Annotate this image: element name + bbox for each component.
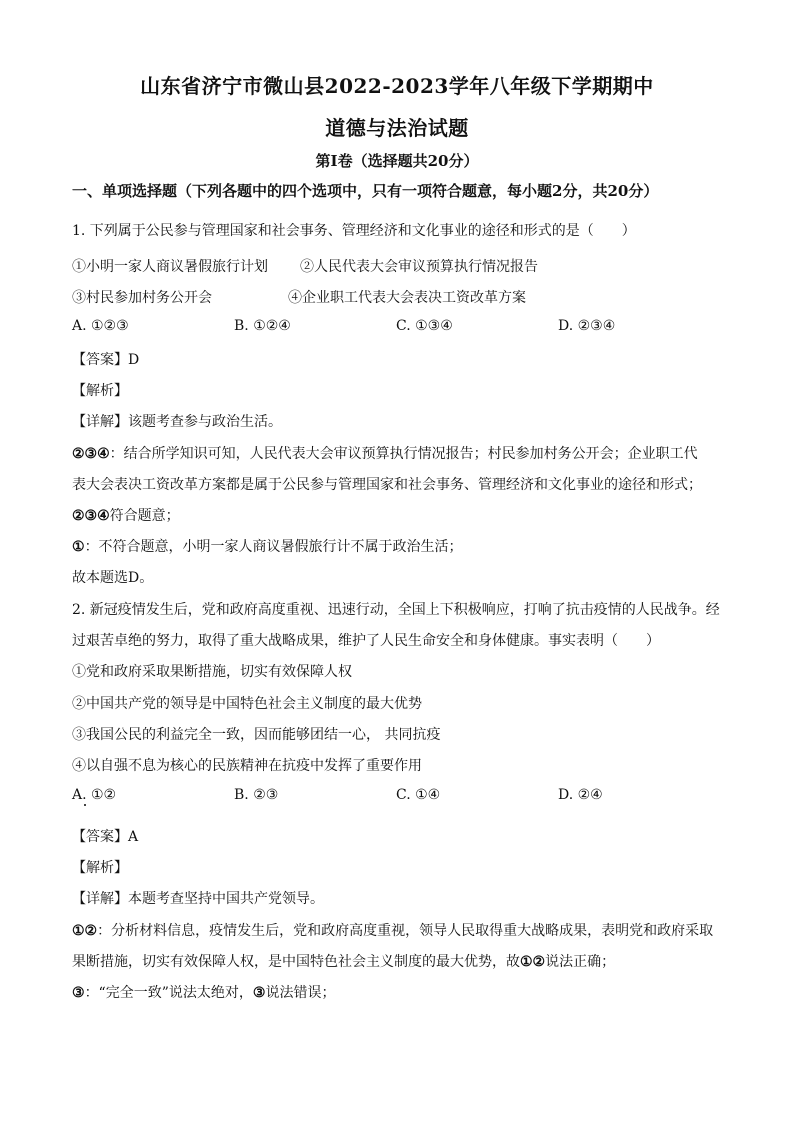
q1-item-4: ④企业职工代表大会表决工资改革方案 <box>288 290 526 306</box>
q1-exp2-text: 符合题意； <box>109 508 180 524</box>
q1-stem: 1. 下列属于公民参与管理国家和社会事务、管理经济和文化事业的途径和形式的是（ ） <box>72 223 636 239</box>
q2-item-1: ①党和政府采取果断措施，切实有效保障人权 <box>72 664 352 680</box>
exam-subject: 道德与法治试题 <box>325 116 469 140</box>
q1-exp1-label: ②③④ <box>72 446 110 462</box>
q2-stem-a: 2. 新冠疫情发生后，党和政府高度重视、迅速行动，全国上下积极响应，打响了抗击疫情的人民战争。经 <box>72 602 720 618</box>
q1-explanation-3 <box>72 536 463 556</box>
q1-option-c: C. ①③④ <box>396 318 453 334</box>
q1-item-2: ②人民代表大会审议预算执行情况报告 <box>300 259 538 275</box>
q1-explanation-1 <box>72 443 698 463</box>
q2-stem-b: 过艰苦卓绝的努力，取得了重大战略成果，维护了人民生命安全和身体健康。事实表明（ ） <box>72 633 660 649</box>
q1-option-b: B. ①②④ <box>234 318 291 334</box>
q2-option-c: C. ①④ <box>396 787 441 803</box>
q2-explanation-1b <box>72 951 615 971</box>
q2-option-d: D. ②④ <box>558 787 603 803</box>
q2-exp2-label: ③ <box>72 985 85 1001</box>
section-heading: 一、单项选择题（下列各题中的四个选项中，只有一项符合题意，每小题2分，共20分） <box>72 182 659 200</box>
q2-item-3: ③我国公民的利益完全一致，因而能够团结一心， 共同抗疫 <box>72 727 441 743</box>
q1-option-d: D. ②③④ <box>558 318 616 334</box>
exam-title: 山东省济宁市微山县2022-2023学年八年级下学期期中 <box>140 74 654 98</box>
q2-exp1b-label: ①② <box>520 954 546 970</box>
q2-detail: 【详解】本题考查坚持中国共产党领导。 <box>72 891 324 907</box>
q2-exp1-text-a: ：分析材料信息，疫情发生后，党和政府高度重视，领导人民取得重大战略成果，表明党和政府采取 <box>97 923 714 939</box>
q2-explanation-1 <box>72 920 713 940</box>
q2-exp1-label: ①② <box>72 923 98 939</box>
stray-mark <box>84 804 86 806</box>
q2-exp2-label-2: ③ <box>252 985 266 1001</box>
q2-explanation-2 <box>72 982 335 1002</box>
q2-exp1b-post: 说法正确； <box>545 954 616 970</box>
q2-option-a: A. ①② <box>72 787 117 803</box>
q1-explanation-1b: 表大会表决工资改革方案都是属于公民参与管理国家和社会事务、管理经济和文化事业的途径和形式； <box>72 477 702 493</box>
q2-item-2: ②中国共产党的领导是中国特色社会主义制度的最大优势 <box>72 696 422 712</box>
q1-detail: 【详解】该题考查参与政治生活。 <box>72 414 282 430</box>
q2-option-b: B. ②③ <box>234 787 279 803</box>
q2-item-4: ④以自强不息为核心的民族精神在抗疫中发挥了重要作用 <box>72 758 422 774</box>
q1-answer: 【答案】D <box>72 352 140 368</box>
q1-exp3-text: ：不符合题意，小明一家人商议暑假旅行计不属于政治生活； <box>84 539 463 555</box>
q2-exp1b-pre: 果断措施，切实有效保障人权，是中国特色社会主义制度的最大优势，故 <box>72 954 520 970</box>
q1-analysis-heading: 【解析】 <box>72 383 128 399</box>
q1-explanation-2 <box>72 505 180 525</box>
q1-exp3-label: ① <box>72 539 85 555</box>
q1-exp1-text-a: ：结合所学知识可知，人民代表大会审议预算执行情况报告；村民参加村务公开会；企业职工代 <box>109 446 698 462</box>
q2-exp2-text-pre: ：“完全一致”说法太绝对， <box>84 985 253 1001</box>
q1-item-3: ③村民参加村务公开会 <box>72 290 212 306</box>
q2-analysis-heading: 【解析】 <box>72 860 128 876</box>
q1-exp2-label: ②③④ <box>72 508 110 524</box>
q1-option-a: A. ①②③ <box>72 318 129 334</box>
volume-heading: 第Ⅰ卷（选择题共20分） <box>315 152 479 170</box>
q1-conclusion: 故本题选D。 <box>72 570 154 586</box>
q2-exp2-text-post: 说法错误； <box>265 985 336 1001</box>
q2-answer: 【答案】A <box>72 829 139 845</box>
q1-item-1: ①小明一家人商议暑假旅行计划 <box>72 259 268 275</box>
